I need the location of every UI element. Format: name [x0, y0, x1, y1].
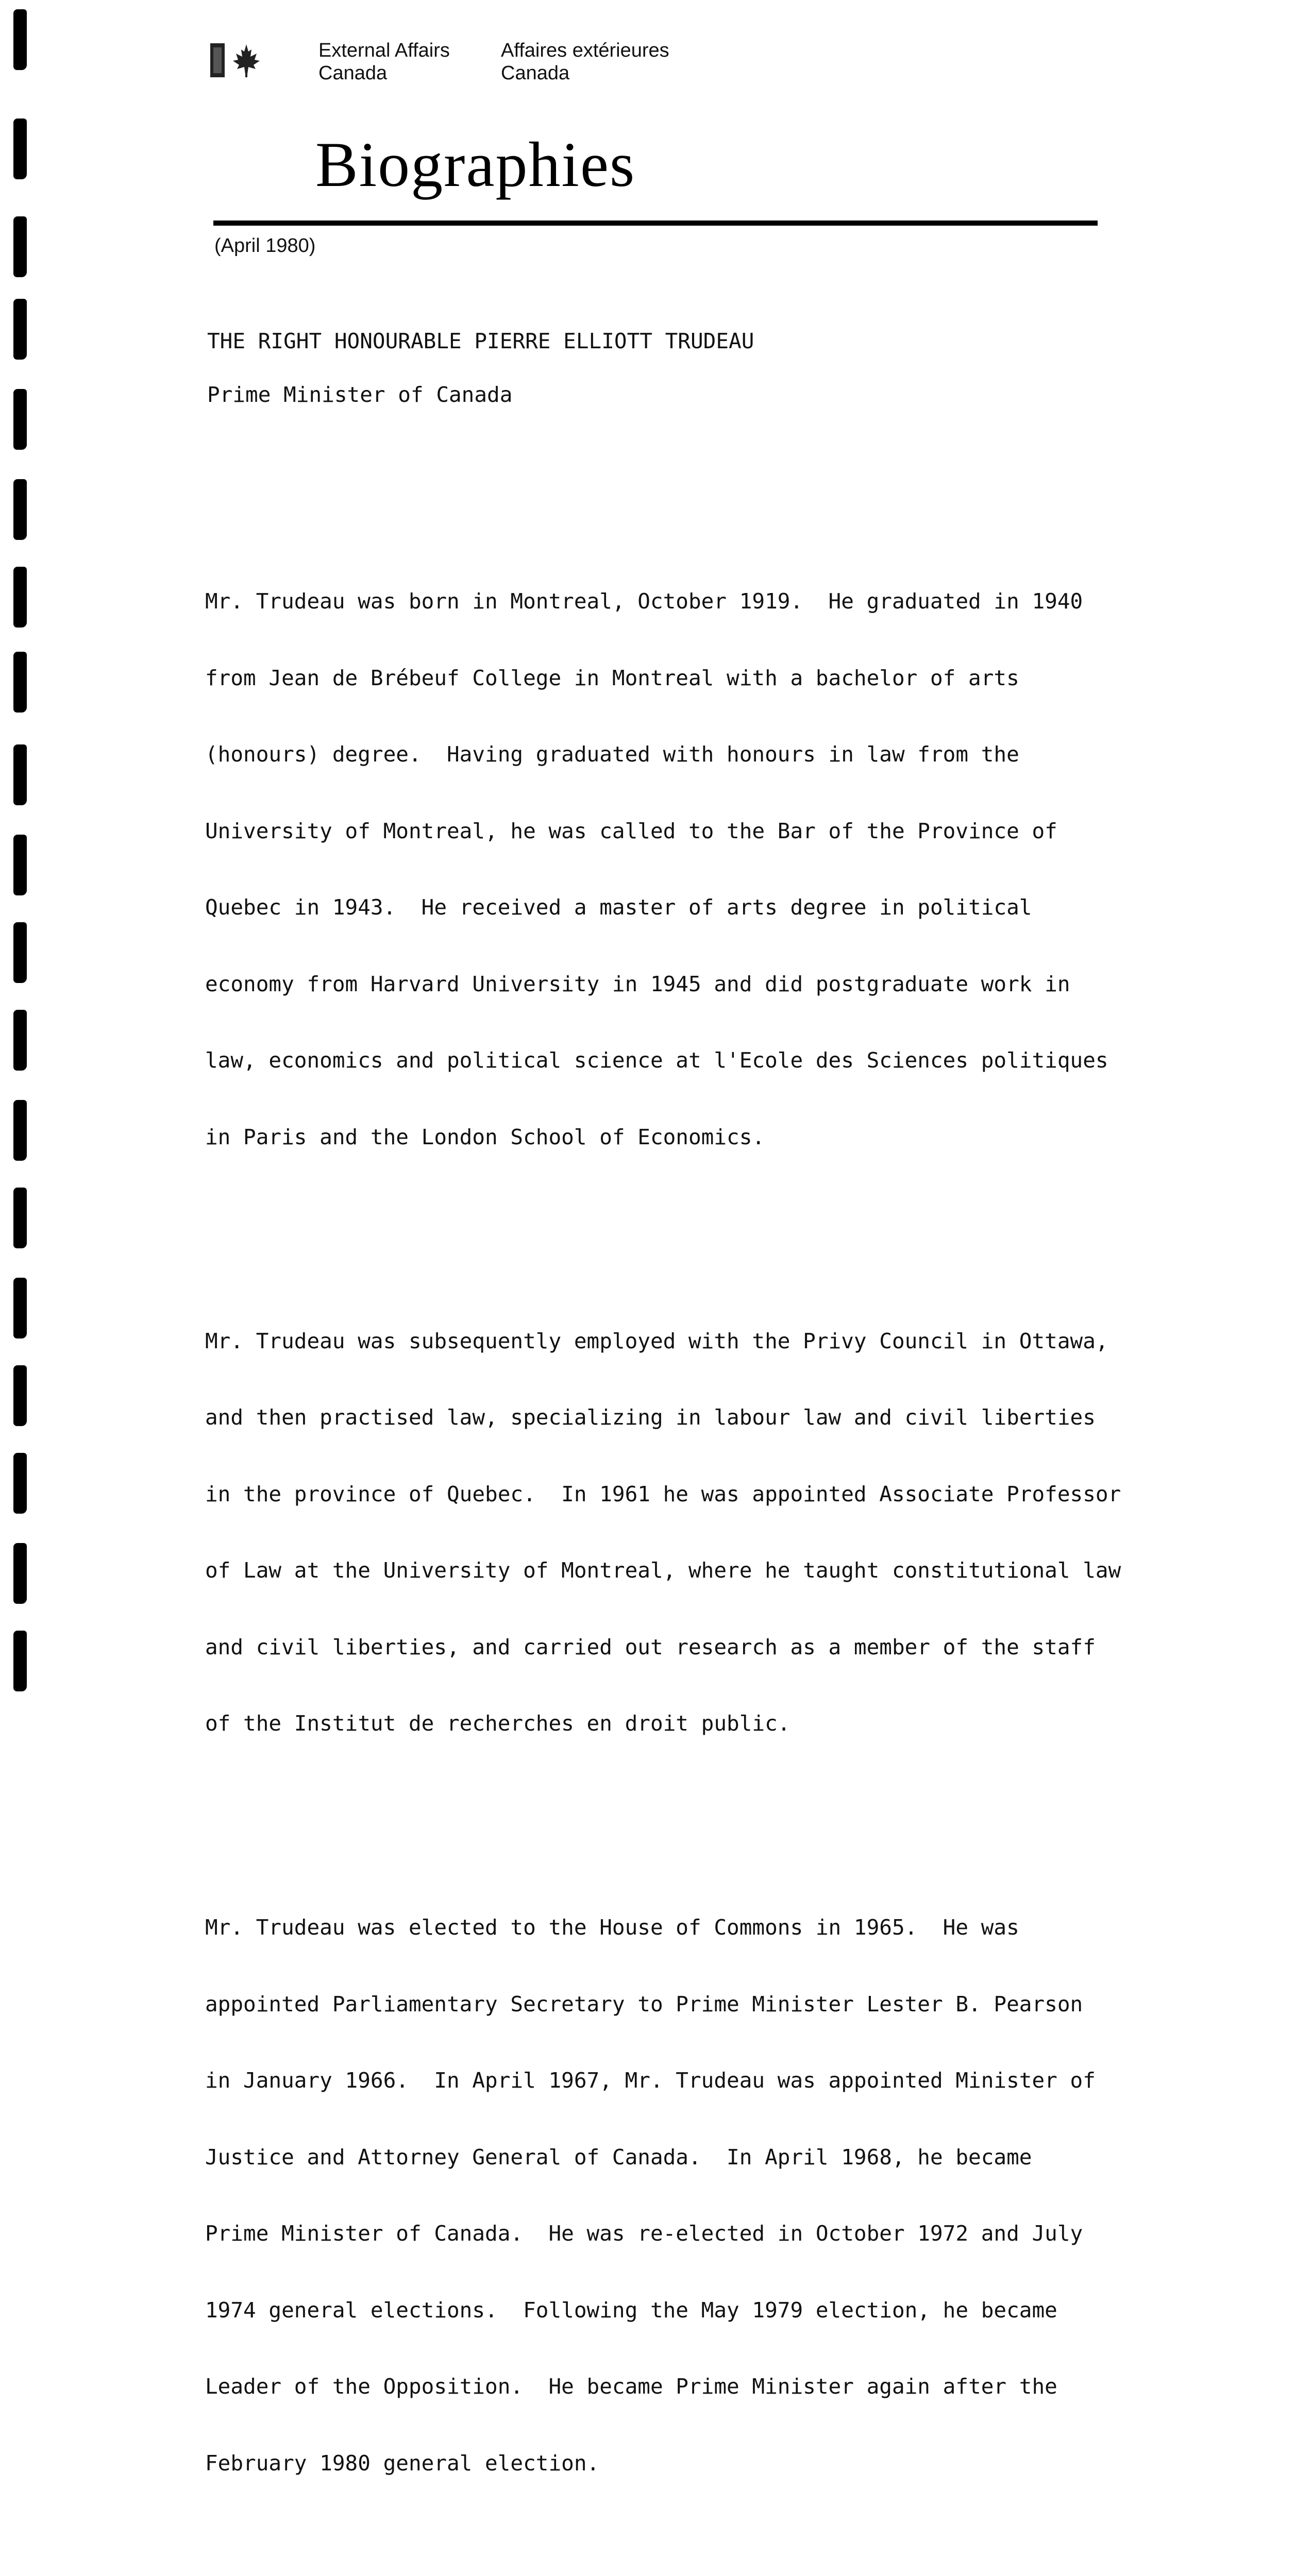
text-line: from Jean de Brébeuf College in Montreal with a bachelor of arts — [205, 665, 1019, 690]
subject-name: THE RIGHT HONOURABLE PIERRE ELLIOTT TRUDEAU — [207, 329, 754, 353]
text-line: Mr. Trudeau was born in Montreal, October 1919. He graduated in 1940 — [205, 589, 1083, 614]
text-line: Mr. Trudeau was elected to the House of Commons in 1965. He was — [205, 1915, 1019, 1940]
biography-paragraph — [205, 1278, 1174, 1788]
text-line: Justice and Attorney General of Canada. In April 1968, he became — [205, 2144, 1032, 2170]
binder-mark — [13, 118, 27, 179]
department-line: External Affairs — [318, 40, 450, 61]
binder-mark — [13, 216, 27, 277]
binder-mark — [13, 9, 27, 70]
binder-mark — [13, 1278, 27, 1338]
department-line: Canada — [501, 62, 570, 84]
binder-mark — [13, 1100, 27, 1161]
text-line: in the province of Quebec. In 1961 he was appointed Associate Professor — [205, 1481, 1121, 1506]
binder-mark — [13, 835, 27, 895]
binder-mark — [13, 567, 27, 628]
text-line: 1974 general elections. Following the May 1979 election, he became — [205, 2297, 1057, 2323]
department-line: Affaires extérieures — [501, 40, 669, 61]
binder-mark — [13, 479, 27, 540]
text-line: in January 1966. In April 1967, Mr. Trudeau was appointed Minister of — [205, 2068, 1096, 2093]
binder-mark — [13, 1010, 27, 1071]
text-line: economy from Harvard University in 1945 and did postgraduate work in — [205, 971, 1070, 996]
text-line: Quebec in 1943. He received a master of arts degree in political — [205, 895, 1032, 920]
binder-mark — [13, 389, 27, 450]
department-line: Canada — [318, 62, 388, 84]
text-line: of Law at the University of Montreal, where he taught constitutional law — [205, 1558, 1121, 1583]
binder-mark — [13, 1365, 27, 1426]
text-line: and then practised law, specializing in labour law and civil liberties — [205, 1405, 1096, 1430]
document-date: (April 1980) — [214, 235, 316, 257]
department-name-french — [501, 39, 669, 84]
text-line: in Paris and the London School of Economics. — [205, 1124, 765, 1149]
text-line: February 1980 general election. — [205, 2450, 600, 2476]
biography-paragraph — [205, 538, 1174, 1201]
binder-mark — [13, 1453, 27, 1514]
document-title: Biographies — [315, 129, 636, 200]
binder-mark — [13, 1543, 27, 1604]
binder-mark — [13, 1188, 27, 1248]
biography-body — [205, 487, 1174, 2576]
binder-mark — [13, 299, 27, 360]
text-line: University of Montreal, he was called to the Bar of the Province of — [205, 818, 1057, 843]
binder-mark — [13, 652, 27, 713]
canada-flag-logo-icon — [209, 42, 263, 78]
binder-punch-marks — [0, 0, 41, 1715]
text-line: Mr. Trudeau was subsequently employed with the Privy Council in Ottawa, — [205, 1328, 1108, 1353]
text-line: of the Institut de recherches en droit public. — [205, 1711, 790, 1736]
biography-paragraph — [205, 1864, 1174, 2527]
title-rule — [213, 221, 1098, 226]
department-name-english — [318, 39, 450, 84]
binder-mark — [13, 922, 27, 983]
text-line: (honours) degree. Having graduated with honours in law from the — [205, 742, 1019, 767]
text-line: law, economics and political science at l'Ecole des Sciences politiques — [205, 1048, 1108, 1073]
text-line: Prime Minister of Canada. He was re-elected in October 1972 and July — [205, 2221, 1083, 2246]
text-line: appointed Parliamentary Secretary to Prime Minister Lester B. Pearson — [205, 1991, 1083, 2016]
subject-title: Prime Minister of Canada — [207, 382, 513, 407]
text-line: Leader of the Opposition. He became Prime Minister again after the — [205, 2374, 1057, 2399]
binder-mark — [13, 744, 27, 805]
binder-mark — [13, 1631, 27, 1691]
text-line: and civil liberties, and carried out research as a member of the staff — [205, 1634, 1096, 1659]
